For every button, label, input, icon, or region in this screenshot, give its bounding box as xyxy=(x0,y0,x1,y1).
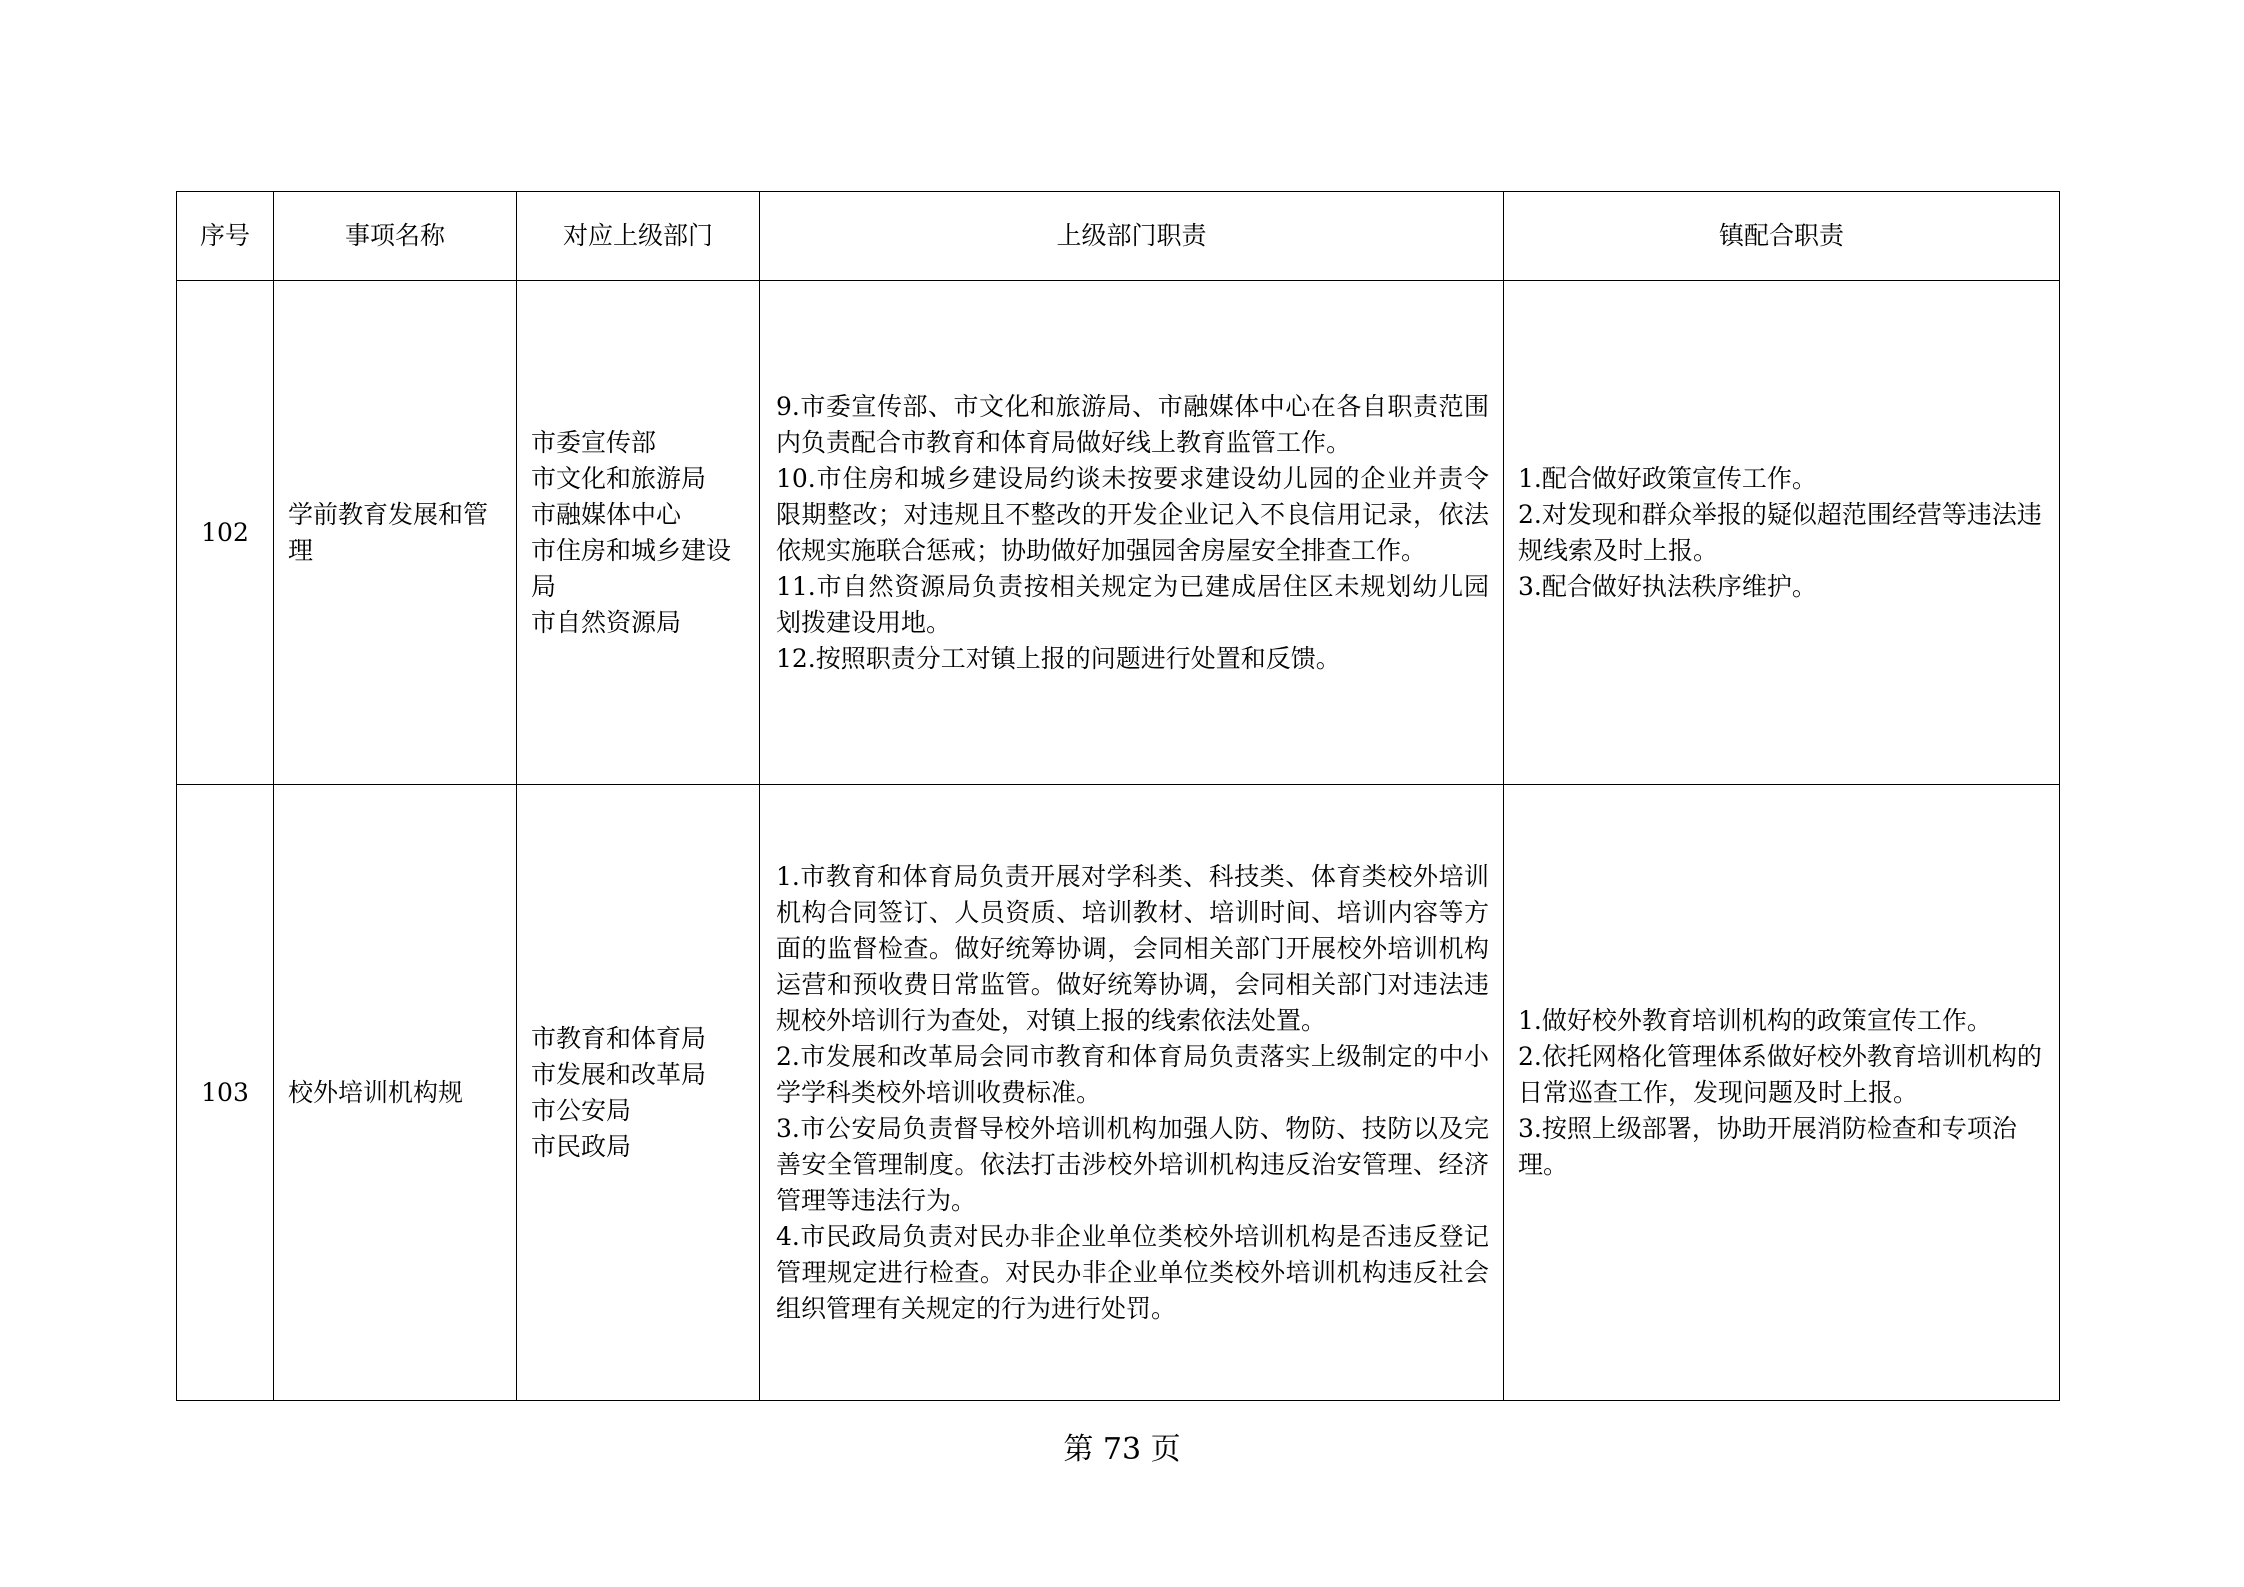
row-departments xyxy=(517,785,760,1401)
row-departments xyxy=(517,281,760,785)
town-duty-item: 3.配合做好执法秩序维护。 xyxy=(1518,571,1817,601)
table-row xyxy=(177,281,2060,785)
row-item-name: 学前教育发展和管理 xyxy=(274,281,517,785)
town-duty-item: 2.依托网格化管理体系做好校外教育培训机构的日常巡查工作，发现问题及时上报。 xyxy=(1518,1041,2042,1107)
row-item-name: 校外培训机构规 xyxy=(274,785,517,1401)
duty-item: 2.市发展和改革局会同市教育和体育局负责落实上级制定的中小学学科类校外培训收费标准。 xyxy=(776,1041,1489,1107)
department-item: 市公安局 xyxy=(531,1095,632,1125)
department-item: 市自然资源局 xyxy=(531,607,682,637)
table-header-row xyxy=(177,192,2060,281)
duty-item: 12.按照职责分工对镇上报的问题进行处置和反馈。 xyxy=(776,643,1341,673)
town-duty-item: 3.按照上级部署，协助开展消防检查和专项治理。 xyxy=(1518,1113,2017,1179)
row-seq: 103 xyxy=(177,785,274,1401)
department-item: 市融媒体中心 xyxy=(531,499,682,529)
header-superior-department: 对应上级部门 xyxy=(517,192,760,281)
row-town-duties xyxy=(1504,281,2060,785)
header-superior-duties: 上级部门职责 xyxy=(760,192,1504,281)
row-town-duties xyxy=(1504,785,2060,1401)
table-row xyxy=(177,785,2060,1401)
page-number: 第 73 页 xyxy=(1063,1432,1181,1467)
town-duty-item: 1.做好校外教育培训机构的政策宣传工作。 xyxy=(1518,1005,1992,1035)
row-superior-duties xyxy=(760,785,1504,1401)
duty-item: 9.市委宣传部、市文化和旅游局、市融媒体中心在各自职责范围内负责配合市教育和体育局做好线上教育监管工作。 xyxy=(776,391,1489,457)
department-item: 市民政局 xyxy=(531,1131,632,1161)
duty-item: 1.市教育和体育局负责开展对学科类、科技类、体育类校外培训机构合同签订、人员资质、培训教材、培训时间、培训内容等方面的监督检查。做好统筹协调，会同相关部门开展校外培训机构运营和预收费日常监管。做好统筹协调，会同相关部门对违法违规校外培训行为查处，对镇上报的线索依法处置。 xyxy=(776,861,1489,1035)
row-seq: 102 xyxy=(177,281,274,785)
header-town-duties: 镇配合职责 xyxy=(1504,192,2060,281)
row-superior-duties xyxy=(760,281,1504,785)
duty-item: 3.市公安局负责督导校外培训机构加强人防、物防、技防以及完善安全管理制度。依法打击涉校外培训机构违反治安管理、经济管理等违法行为。 xyxy=(776,1113,1489,1215)
town-duty-item: 1.配合做好政策宣传工作。 xyxy=(1518,463,1817,493)
duty-item: 10.市住房和城乡建设局约谈未按要求建设幼儿园的企业并责令限期整改；对违规且不整改的开发企业记入不良信用记录，依法依规实施联合惩戒；协助做好加强园舍房屋安全排查工作。 xyxy=(776,463,1489,565)
department-item: 市住房和城乡建设局 xyxy=(531,535,732,601)
department-item: 市文化和旅游局 xyxy=(531,463,707,493)
department-item: 市委宣传部 xyxy=(531,427,657,457)
duty-item: 4.市民政局负责对民办非企业单位类校外培训机构是否违反登记管理规定进行检查。对民办非企业单位类校外培训机构违反社会组织管理有关规定的行为进行处罚。 xyxy=(776,1221,1489,1323)
department-item: 市发展和改革局 xyxy=(531,1059,707,1089)
town-duty-item: 2.对发现和群众举报的疑似超范围经营等违法违规线索及时上报。 xyxy=(1518,499,2042,565)
department-item: 市教育和体育局 xyxy=(531,1023,707,1053)
matters-table xyxy=(176,191,2060,1401)
header-item-name: 事项名称 xyxy=(274,192,517,281)
header-seq: 序号 xyxy=(177,192,274,281)
duty-item: 11.市自然资源局负责按相关规定为已建成居住区未规划幼儿园划拨建设用地。 xyxy=(776,571,1489,637)
